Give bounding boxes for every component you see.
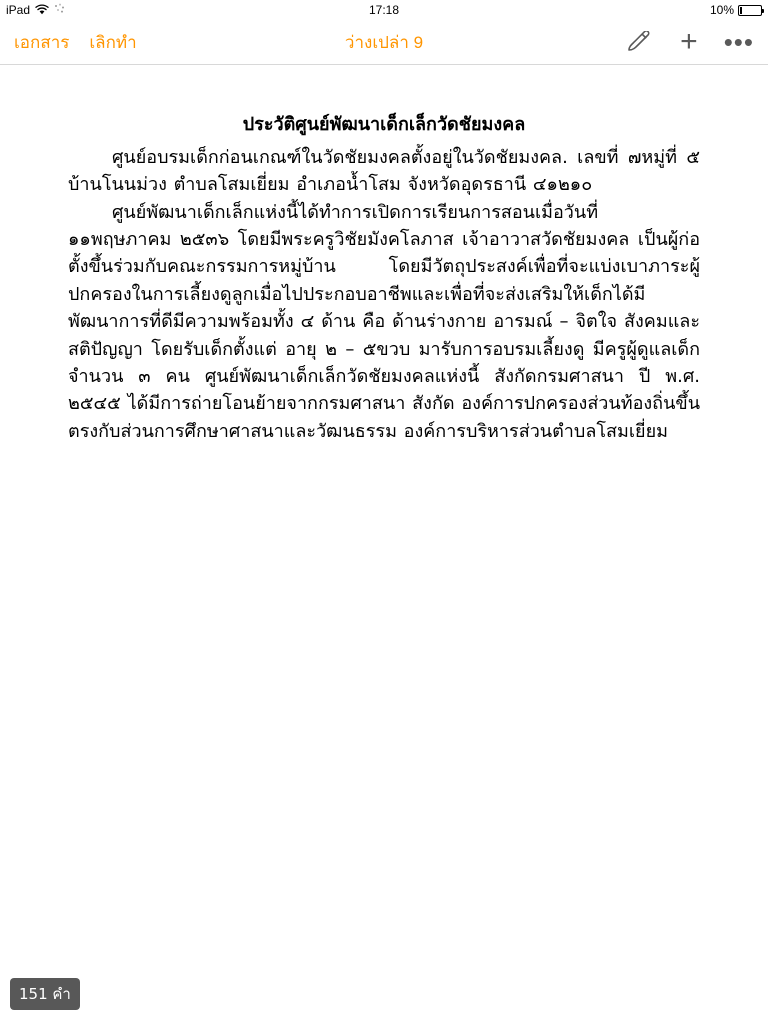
device-name-label: iPad (6, 3, 31, 17)
documents-back-button[interactable]: เอกสาร (14, 32, 70, 52)
nav-bar-right (626, 25, 754, 58)
document-heading: ประวัติศูนย์พัฒนาเด็กเล็กวัดชัยมงคล (242, 114, 526, 135)
more-dots-icon[interactable]: ••• (723, 27, 754, 57)
status-bar-clock: 17:18 (368, 3, 400, 17)
word-count-badge[interactable]: 151 คำ (10, 978, 80, 1010)
document-paragraph: ศูนย์อบรมเด็กก่อนเกณฑ์ในวัดชัยมงคลตั้งอยู่ในวัดชัยมงคล. เลขที่ ๗หมู่ที่ ๕ บ้านโนนม่วง ตำบลโสมเยี่ยม อำเภอน้ำโสม จังหวัดอุดรธานี ๔๑๒๑๐ (68, 147, 700, 196)
markup-pen-icon[interactable] (626, 31, 654, 53)
document-body[interactable] (0, 65, 768, 445)
undo-button[interactable]: เลิกทำ (89, 32, 137, 52)
battery-icon (738, 5, 762, 16)
document-paragraph: ศูนย์พัฒนาเด็กเล็กแห่งนี้ได้ทำการเปิดการเรียนการสอนเมื่อวันที่ ๑๑พฤษภาคม ๒๕๓๖ โดยมีพระครูวิชัยมังคโลภาส เจ้าอาวาสวัดชัยมงคล เป็นผู้ก่อตั้งขึ้นร่วมกับคณะกรรมการหมู่บ้าน โดยมีวัตถุประสงค์เพื่อที่จะแบ่งเบาภาระผู้ปกครองในการเลี้ยงดูลูกเมื่อไปประกอบอาชีพและเพื่อที่จะส่งเสริมให้เด็กได้มีพัฒนาการที่ดีมีความพร้อมทั้ง ๔ ด้าน คือ ด้านร่างกาย อารมณ์ – จิตใจ สังคมและสติปัญญา โดยรับเด็กตั้งแต่ อายุ ๒ – ๕ขวบ มารับการอบรมเลี้ยงดู มีครูผู้ดูแลเด็กจำนวน ๓ คน ศูนย์พัฒนาเด็กเล็กวัดชัยมงคลแห่งนี้ สังกัดกรมศาสนา ปี พ.ศ. ๒๕๔๕ ได้มีการถ่ายโอนย้ายจากกรมศาสนา สังกัด องค์การปกครองส่วนท้องถิ่นขึ้นตรงกับส่วนการศึกษาศาสนาและวัฒนธรรม องค์การบริหารส่วนตำบลโสมเยี่ยม (68, 201, 700, 442)
nav-bar (0, 20, 768, 65)
add-icon[interactable]: + (680, 25, 698, 58)
nav-bar-left (14, 29, 137, 56)
battery-percent-label: 10% (709, 3, 734, 17)
status-bar (0, 0, 768, 20)
document-title: ว่างเปล่า 9 (344, 32, 424, 52)
battery-fill (740, 7, 742, 14)
